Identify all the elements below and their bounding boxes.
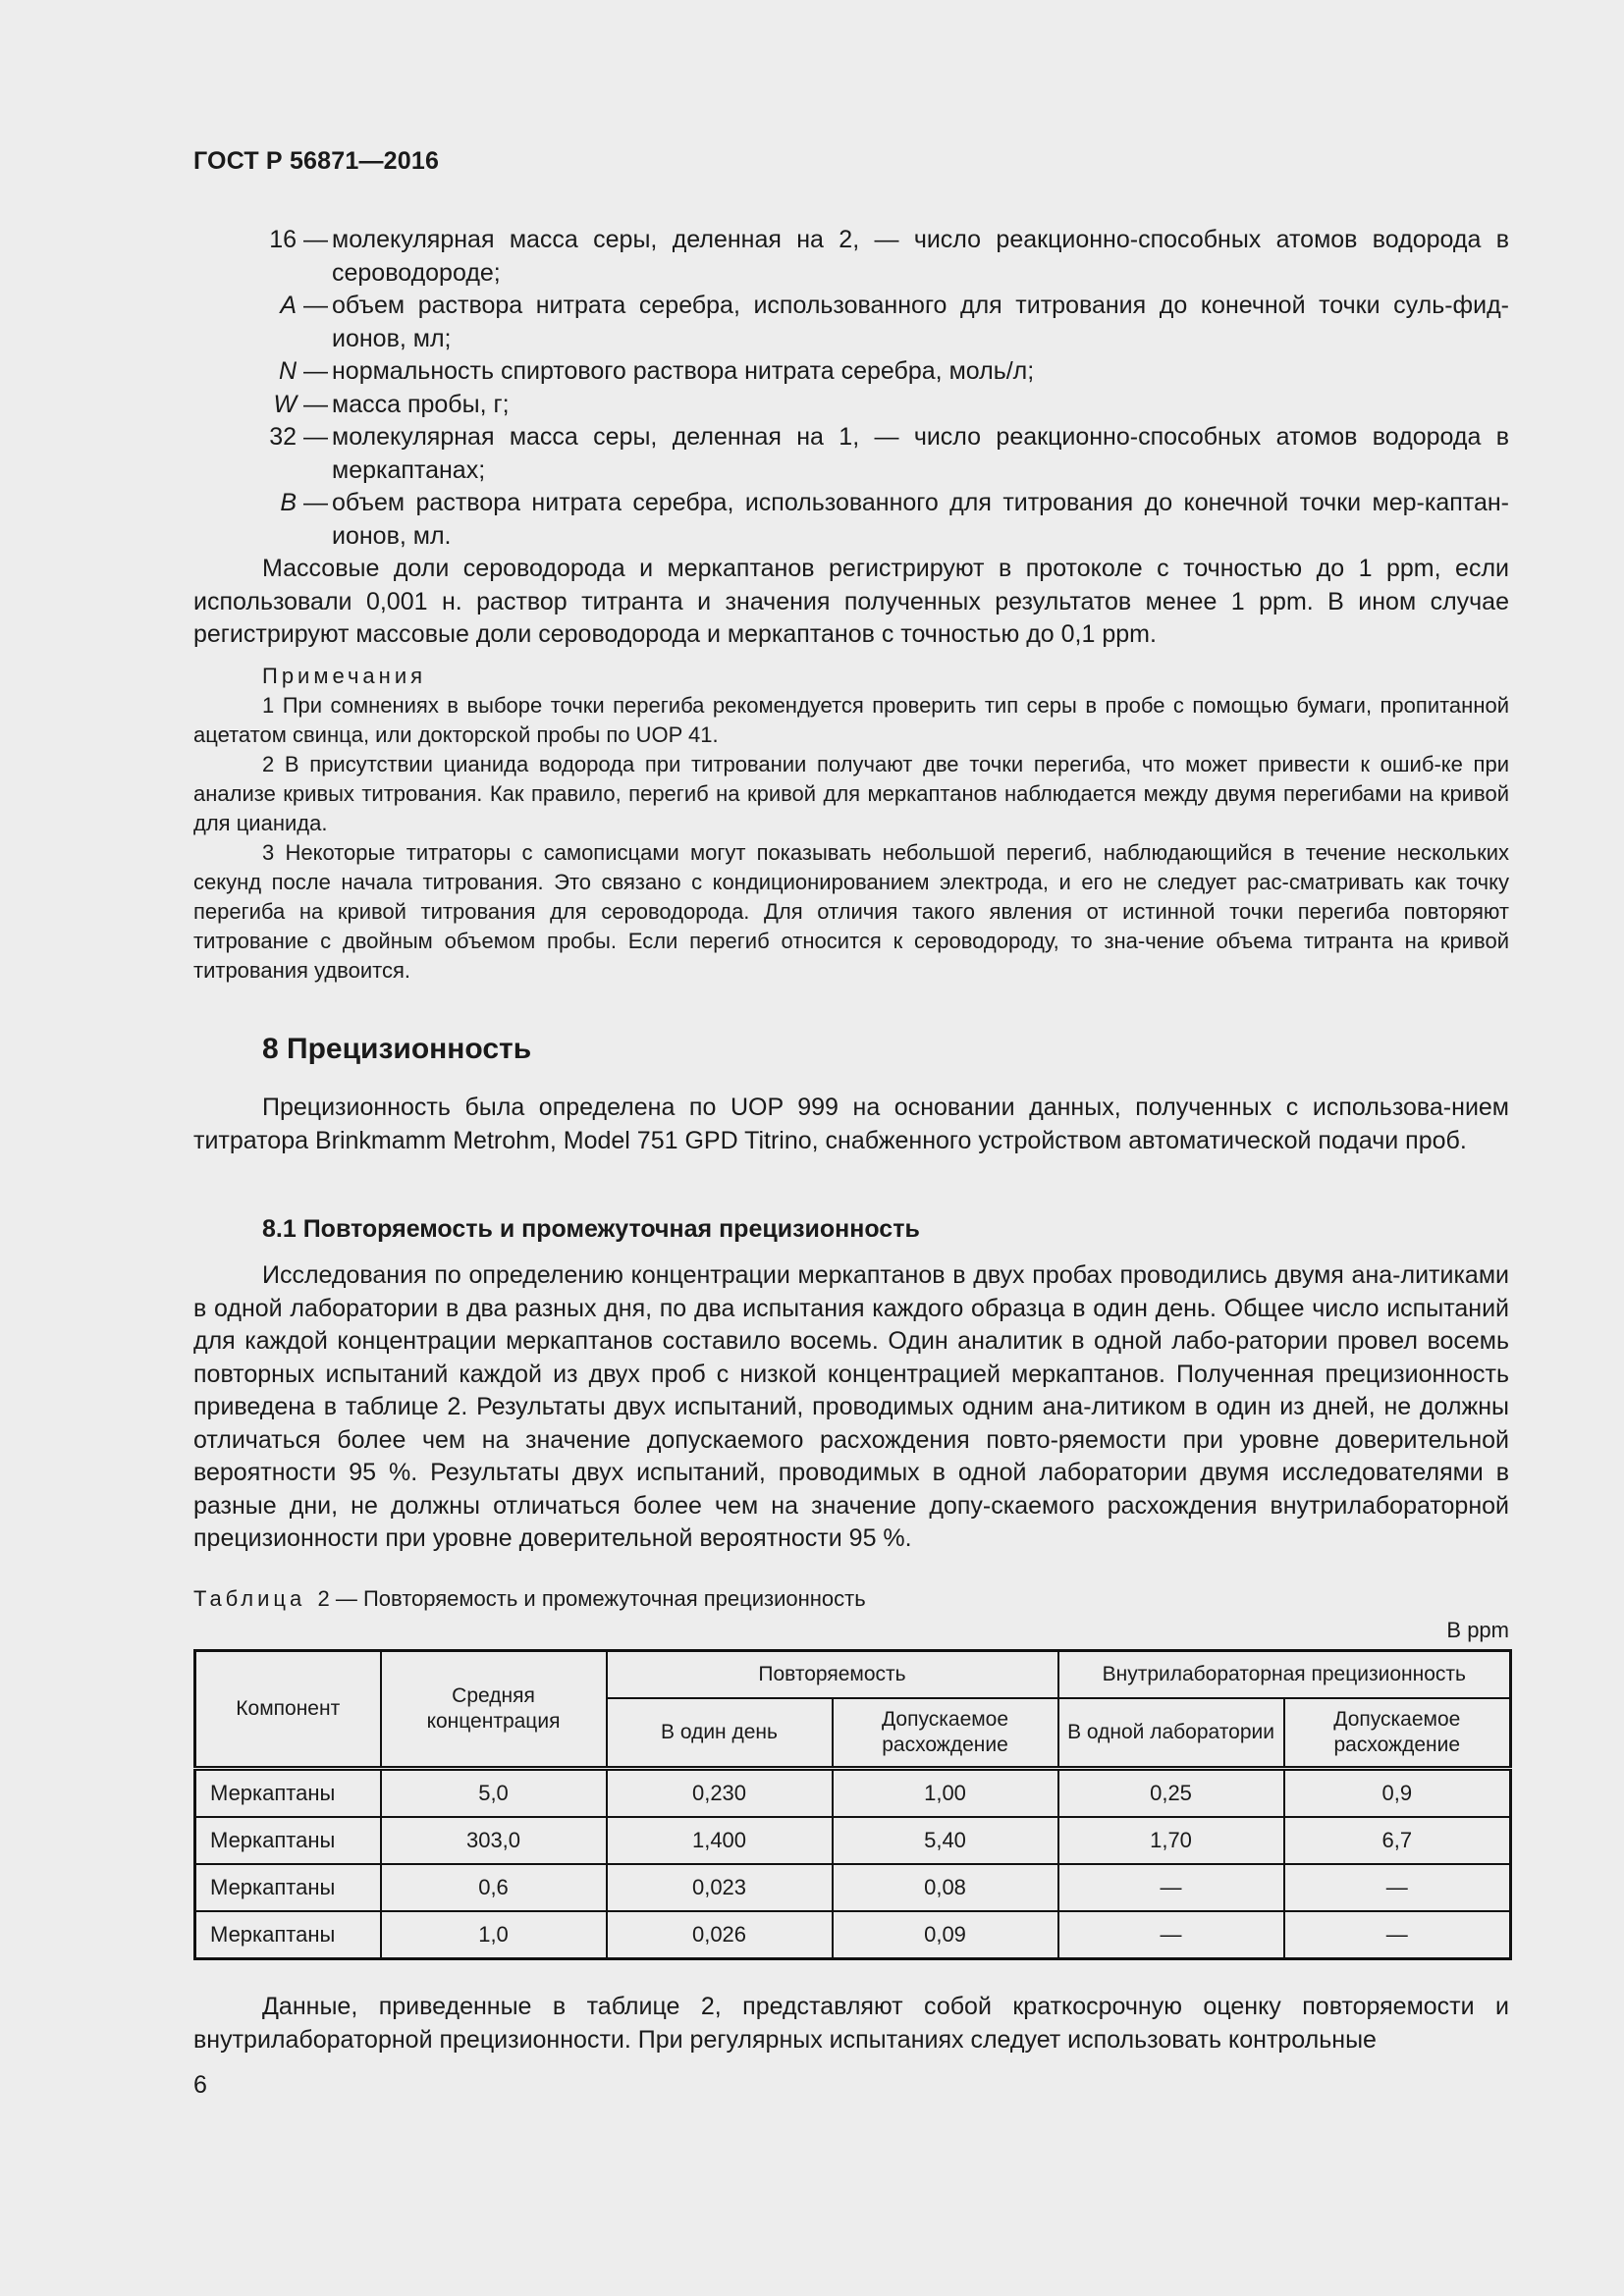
legend-text: нормальность спиртового раствора нитрата серебра, моль/л;: [332, 357, 1035, 385]
note-item: 1 При сомнениях в выборе точки перегиба рекомендуется проверить тип серы в пробе с помощью бумаги, пропитанной ацетатом свинца, или докторской пробы по UOP 41.: [193, 692, 1509, 747]
legend-symbol: W: [273, 390, 298, 418]
subsection-text: Исследования по определению концентрации меркаптанов в двух пробах проводились двумя ана-литиками в одной лаборатории в два разных дня, по два испытания каждого образца в один день. Общее число испытаний для каждой концентрации меркаптанов составило восемь. Один аналитик в одной лабо-ратории провел восемь повторных испытаний каждой из двух проб с низкой концентрацией меркаптанов. Полученная прецизионность приведена в таблице 2. Результаты двух испытаний, проводимых одним ана-литиком в один из дней, не должны отличаться более чем на значение допускаемого расхождения повто-ряемости при уровне доверительной вероятности 95 %. Результаты двух испытаний, проводимых в одной лаборатории двумя исследователями в разные дни, не должны отличаться более чем на значение допу-скаемого расхождения внутрилабораторной прецизионности при уровне доверительной вероятности 95 %.: [193, 1261, 1509, 1552]
legend-symbol: B: [280, 489, 298, 516]
legend-item: W — масса пробы, г;: [193, 389, 1509, 422]
legend-text: молекулярная масса серы, деленная на 1, — число реакционно-способных атомов водорода в меркаптанах;: [332, 423, 1509, 484]
page-number: 6: [193, 2071, 207, 2099]
table-row: Меркаптаны 5,0 0,230 1,00 0,25 0,9: [195, 1769, 1511, 1818]
reporting-paragraph: Массовые доли сероводорода и меркаптанов регистрируют в протоколе с точностью до 1 ppm, если использовали 0,001 н. раствор титранта и значения полученных результатов менее 1 ppm. В ином случае регистрируют массовые доли сероводорода и меркаптанов с точностью до 0,1 ppm.: [193, 555, 1509, 648]
notes-title: Примечания: [262, 663, 427, 688]
section-intro: Прецизионность была определена по UOP 999 на основании данных, полученных с использова-нием титратора Brinkmamm Metrohm, Model 751 GPD Titrino, снабженного устройством автоматической подачи проб.: [193, 1094, 1509, 1154]
legend-item: A — объем раствора нитрата серебра, использованного для титрования до конечной точки суль-фид-ионов, мл;: [193, 290, 1509, 355]
table-2-block: [193, 1586, 1509, 1960]
table-row: Меркаптаны 1,0 0,026 0,09 — —: [195, 1911, 1511, 1959]
header-intralab-allowed: Допускаемое расхождение: [1284, 1698, 1511, 1769]
header-component: Компонент: [195, 1651, 381, 1769]
section-heading: 8 Прецизионность: [262, 1033, 532, 1065]
legend-item: B — объем раствора нитрата серебра, использованного для титрования до конечной точки мер-каптан-ионов, мл.: [193, 487, 1509, 553]
legend-text: молекулярная масса серы, деленная на 2, — число реакционно-способных атомов водорода в сероводороде;: [332, 226, 1509, 287]
legend-item: 32 — молекулярная масса серы, деленная на 1, — число реакционно-способных атомов водорода в меркаптанах;: [193, 421, 1509, 487]
legend-text: масса пробы, г;: [332, 390, 510, 418]
header-intralab-one-lab: В одной лаборатории: [1058, 1698, 1284, 1769]
document-id-header: ГОСТ Р 56871—2016: [193, 147, 440, 175]
formula-legend: [193, 224, 1509, 986]
legend-text: объем раствора нитрата серебра, использованного для титрования до конечной точки мер-каптан-ионов, мл.: [332, 489, 1509, 550]
legend-symbol: A: [280, 292, 298, 319]
table-row: Меркаптаны 0,6 0,023 0,08 — —: [195, 1864, 1511, 1911]
section-8: [193, 1033, 1509, 1157]
subsection-heading: 8.1 Повторяемость и промежуточная прецизионность: [262, 1215, 920, 1243]
header-mean-concentration: Средняя концентрация: [381, 1651, 607, 1769]
note-item: 3 Некоторые титраторы с самописцами могут показывать небольшой перегиб, наблюдающийся в течение нескольких секунд после начала титрования. Это связано с кондиционированием электрода, и его не следует рас-сматривать как точку перегиба на кривой титрования для сероводорода. Для отличия такого явления от истинной точки перегиба повторяют титрование с двойным объемом пробы. Если перегиб относится к сероводороду, то зна-чение объема титранта на кривой титрования удвоится.: [193, 839, 1509, 983]
notes-block: [193, 662, 1509, 986]
header-repeatability: Повторяемость: [607, 1651, 1058, 1698]
closing-paragraph: Данные, приведенные в таблице 2, представляют собой краткосрочную оценку повторяемости и внутрилабораторной прецизионности. При регулярных испытаниях следует использовать контрольные: [193, 1993, 1509, 2054]
table-units: В ppm: [1446, 1618, 1509, 1642]
header-intralab: Внутрилабораторная прецизионность: [1058, 1651, 1511, 1698]
header-repeatability-allowed: Допускаемое расхождение: [833, 1698, 1058, 1769]
note-item: 2 В присутствии цианида водорода при титровании получают две точки перегиба, что может привести к ошиб-ке при анализе кривых титрования. Как правило, перегиб на кривой для меркаптанов наблюдается между двумя перегибами на кривой для цианида.: [193, 751, 1509, 835]
legend-symbol: 32: [269, 423, 298, 451]
legend-item: 16 — молекулярная масса серы, деленная на 2, — число реакционно-способных атомов водорода в сероводороде;: [193, 224, 1509, 290]
header-repeatability-day: В один день: [607, 1698, 833, 1769]
legend-item: N — нормальность спиртового раствора нитрата серебра, моль/л;: [193, 355, 1509, 389]
legend-symbol: 16: [269, 226, 298, 253]
legend-symbol: N: [278, 357, 298, 385]
legend-text: объем раствора нитрата серебра, использованного для титрования до конечной точки суль-фид-ионов, мл;: [332, 292, 1509, 352]
section-8-1: [193, 1215, 1509, 1556]
table-caption: Таблица 2 — Повторяемость и промежуточная прецизионность: [193, 1586, 866, 1611]
precision-table: [193, 1649, 1512, 1960]
table-row: Меркаптаны 303,0 1,400 5,40 1,70 6,7: [195, 1817, 1511, 1864]
